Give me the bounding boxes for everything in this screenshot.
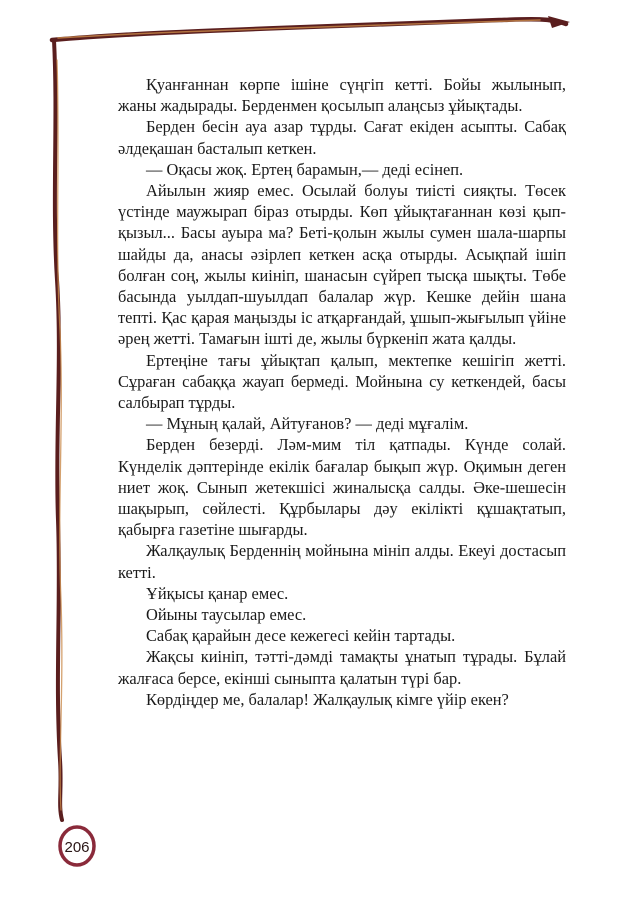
paragraph: Ертеңіне тағы ұйықтап қалып, мектепке кешігіп жетті. Сұраған сабаққа жауап бермеді. Мойнына су кеткендей, басы салбырап тұрды. (118, 350, 566, 413)
paragraph: — Оқасы жоқ. Ертең барамын,— деді есінеп. (146, 159, 464, 179)
paragraph: — Мұның қалай, Айтуғанов? — деді мұғалім. (146, 414, 469, 434)
paragraph: Көрдіңдер ме, балалар! Жалқаулық кімге үйір екен? (146, 689, 509, 709)
paragraph: Ұйқысы қанар емес. (146, 583, 289, 603)
paragraph: Сабақ қарайын десе кежегесі кейін тартады. (146, 626, 456, 646)
top-border-end (548, 16, 570, 28)
paragraph: Берден безерді. Ләм-мим тіл қатпады. Күнде солай. Күнделік дәптерінде екілік бағалар бықып жүр. Оқимын деген ниет жоқ. Сынып жетекшісі жиналысқа салды. Әке-шешесін шақырып, сөйлесті. Құрбылары дәу екілікті құшақтатып, қабырға газетіне шығарды. (118, 435, 566, 540)
paragraph: Жақсы киініп, тәтті-дәмді тамақты ұнатып тұрады. Бұлай жалғаса берсе, екінші сыныпта қалатын түрі бар. (118, 647, 566, 688)
page-text (118, 74, 566, 710)
page-number: 206 (64, 838, 90, 856)
paragraph: Ойыны таусылар емес. (146, 605, 307, 625)
paragraph: Жалқаулық Берденнің мойнына мініп алды. Екеуі достасып кетті. (118, 541, 566, 582)
paragraph: Қуанғаннан көрпе ішіне сүңгіп кетті. Бойы жылынып, жаны жадырады. Берденмен қосылып алаңсыз ұйықтады. (118, 75, 566, 116)
paragraph: Берден бесін ауа азар тұрды. Сағат екіден асыпты. Сабақ әлдеқашан басталып кеткен. (118, 117, 566, 158)
paragraph: Айылын жияр емес. Осылай болуы тиісті сияқты. Төсек үстінде маужырап біраз отырды. Көп ұйықтағаннан көзі қып-қызыл... Басы ауыра ма? Беті-қолын жылы сумен шала-шарпы шайды да, анасы әзірлеп кеткен асқа отырды. Асықпай ішіп болған соң, жылы киініп, шанасын сүйреп тысқа шықты. Төбе басында уылдап-шуылдап балалар жүр. Кешке дейін шана тепті. Қас қарая маңызды іс атқарғандай, ұшып-жығылып үйіне әрең жетті. Тамағын ішті де, жылы бүркеніп жата қалды. (118, 181, 566, 349)
